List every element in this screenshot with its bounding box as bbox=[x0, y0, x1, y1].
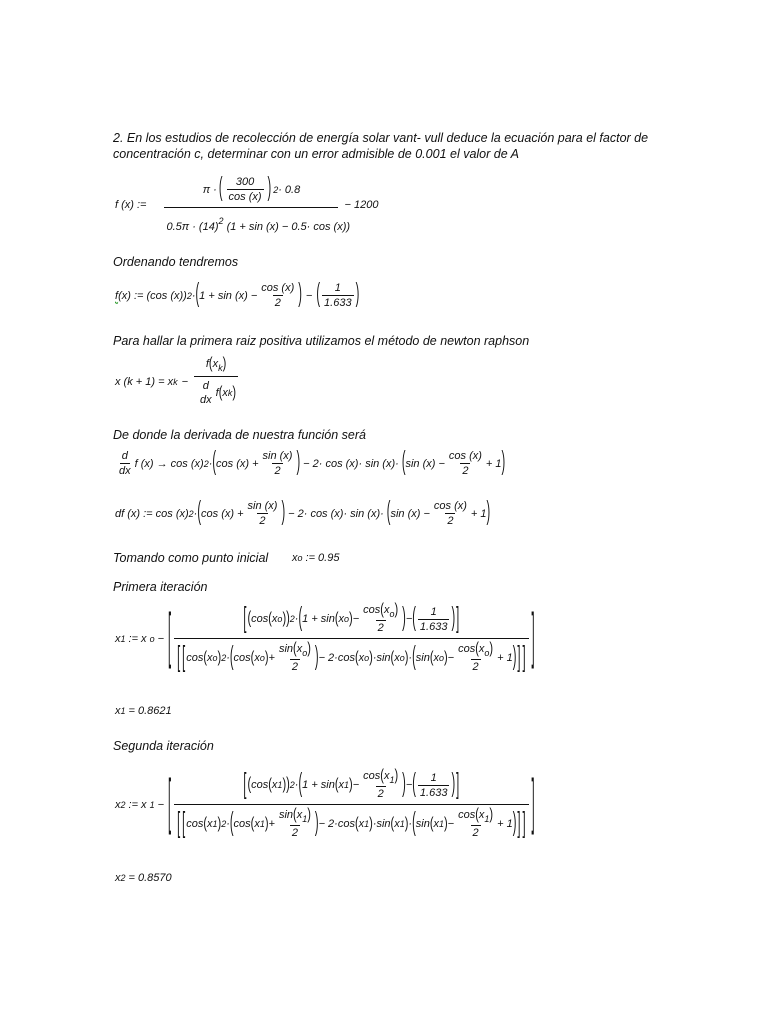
it1-n-sub2: o bbox=[344, 614, 350, 624]
f2-one: 1 bbox=[334, 282, 341, 294]
f2-two: 2 bbox=[274, 297, 281, 309]
f-def-den: 0.5π · (14) bbox=[166, 221, 219, 233]
deriv-plus1: + 1 bbox=[485, 457, 502, 470]
df-definition: df (x) := cos (x) 2 · ( cos (x) + $\frac{\sin (x)}{2}$ ) − 2· cos (x)· sin (x)· ( sin (x) − $\frac{\cos (x)}{2}$ + 1 ) bbox=[115, 497, 491, 527]
it2-n-sub3: 1 bbox=[389, 775, 395, 785]
it1-d-sub4: o bbox=[364, 653, 370, 663]
deriv-exp: 2 bbox=[203, 458, 209, 469]
it1-d-sub5: o bbox=[399, 653, 405, 663]
f-def-fraction: π · ( $\frac{300}{\cos (x)}$ ) 2 · 0.8 $0.5\pi \cdot (14)^2$ (1 + sin (x) − 0.5· cos (x)) bbox=[166, 173, 351, 233]
pi-symbol: π · bbox=[202, 183, 217, 196]
x2-res-val: = 0.8570 bbox=[128, 872, 172, 884]
x0-x: x bbox=[292, 552, 298, 564]
df-cos: cos (x) + bbox=[201, 507, 244, 520]
it1-d-sub2: o bbox=[259, 653, 265, 663]
label-para-hallar: Para hallar la primera raiz positiva utilizamos el método de newton raphson bbox=[113, 334, 530, 348]
df-cos2: cos (x) bbox=[433, 500, 467, 512]
it2-d-sub3: 1 bbox=[302, 814, 308, 824]
df-mid: − 2· cos (x)· sin (x)· bbox=[288, 507, 384, 520]
f-def-tail: − 1200 bbox=[344, 198, 379, 211]
label-tomando: Tomando como punto inicial bbox=[113, 551, 269, 565]
x1-res-val: = 0.8621 bbox=[128, 705, 172, 717]
it1-d-sub1: o bbox=[212, 653, 218, 663]
x0-val: := 0.95 bbox=[305, 552, 340, 564]
it2-lhs-sub: 2 bbox=[120, 799, 126, 810]
df-two: 2 bbox=[259, 515, 266, 527]
deriv-d: d bbox=[121, 450, 128, 462]
f2-cosx: cos (x) bbox=[261, 282, 295, 294]
deriv-dx: dx bbox=[119, 465, 131, 477]
nr-d: d bbox=[202, 380, 209, 392]
problem-number: 2. bbox=[113, 131, 124, 145]
x2-res-sub: 2 bbox=[120, 873, 126, 883]
problem-text: En los estudios de recolección de energía solar vant- vull deduce la ecuación para el factor de concentración c, determinar con un error admisible de 0.001 el valor de A bbox=[113, 131, 649, 161]
iteration-2-formula: x 2 := x 1 − [ [ ( cos ( x 1 ) ) 2 · ( 1 + sin ( x 1 ) − $\frac{\cos(x_1)}{2}$ ) − ( $\frac{1}{1.633}$ ) ] [ [ cos ( x 1 ) 2 · ( cos ( x 1 ) + $\frac{\sin(x_1)}{2}$ ) − 2·cos ( x 1 ) ·sin ( x 1 ) · ( sin ( x 1 ) − $\frac{\cos(x_1)}{2}$ + 1 ) ] ] ] bbox=[115, 767, 535, 840]
f-definition bbox=[115, 173, 379, 233]
nr-lhs: x (k + 1) = x bbox=[115, 376, 174, 388]
it2-d-sub6: 1 bbox=[438, 819, 444, 829]
it2-d-sub1: 1 bbox=[212, 819, 218, 829]
deriv-cos: cos (x) + bbox=[216, 457, 259, 470]
df-exp: 2 bbox=[188, 508, 194, 519]
f2-lhs: f bbox=[115, 289, 119, 302]
derivative-symbolic: $\frac{d}{dx}$ f (x) → cos (x) 2 · ( cos (x) + $\frac{\sin (x)}{2}$ ) − 2· cos (x)· sin (x)· ( sin (x) − $\frac{\cos (x)}{2}$ + 1 ) bbox=[119, 447, 506, 477]
f2-1633: 1.633 bbox=[324, 297, 352, 309]
f-def-cos: cos (x) bbox=[228, 191, 262, 203]
it2-prev-sub: 1 bbox=[149, 799, 155, 810]
deriv-two2: 2 bbox=[462, 465, 469, 477]
nr-f2: f bbox=[215, 387, 219, 399]
it2-n-sub2: 1 bbox=[344, 780, 350, 790]
deriv-two: 2 bbox=[274, 465, 281, 477]
deriv-mid: − 2· cos (x)· sin (x)· bbox=[303, 457, 399, 470]
it2-d-sub4: 1 bbox=[364, 819, 370, 829]
it1-d-sub7: o bbox=[484, 648, 490, 658]
x2-result: x 2 = 0.8570 bbox=[115, 872, 172, 884]
it2-d-sub2: 1 bbox=[259, 819, 265, 829]
deriv-cos2: cos (x) bbox=[448, 450, 482, 462]
f-def-exp: 2 bbox=[273, 184, 279, 195]
f-def-08: · 0.8 bbox=[278, 183, 301, 196]
f-def-300: 300 bbox=[235, 176, 255, 188]
it1-n-sub1: o bbox=[277, 614, 283, 624]
df-lhs: df (x) := cos (x) bbox=[115, 507, 189, 520]
x1-res-sub: 1 bbox=[120, 706, 126, 716]
x1-result: x 1 = 0.8621 bbox=[115, 705, 172, 717]
df-two2: 2 bbox=[447, 515, 454, 527]
deriv-sin: sin (x) bbox=[262, 450, 293, 462]
df-sin: sin (x) bbox=[247, 500, 278, 512]
x0-sub: o bbox=[297, 553, 303, 563]
label-ordenando: Ordenando tendremos bbox=[113, 255, 239, 269]
it2-n-sub1: 1 bbox=[277, 780, 283, 790]
nr-dx: dx bbox=[200, 394, 212, 406]
f-def-lhs: f (x) := bbox=[115, 198, 147, 211]
it1-n-sub3: o bbox=[389, 609, 395, 619]
nr-k: k bbox=[173, 377, 178, 387]
deriv-sin2: sin (x) − bbox=[405, 457, 445, 470]
f2-exp: 2 bbox=[186, 290, 192, 301]
it2-d-sub5: 1 bbox=[399, 819, 405, 829]
x0-definition bbox=[292, 552, 339, 564]
nr-k-sub: k bbox=[218, 363, 223, 373]
it1-d-sub6: o bbox=[438, 653, 444, 663]
deriv-fx: f (x) → cos (x) bbox=[134, 457, 204, 470]
nr-k-sub2: k bbox=[227, 388, 233, 398]
f2-arg: (x) := (cos (x)) bbox=[118, 289, 187, 302]
nr-minus: − bbox=[181, 376, 189, 388]
it2-d-sub7: 1 bbox=[484, 814, 490, 824]
nr-xk2: x bbox=[222, 387, 228, 399]
nr-xk: x bbox=[212, 358, 219, 370]
newton-raphson-formula: x (k + 1) = x k − $f(x_k)$ d dx f ( x k ) bbox=[115, 355, 237, 406]
label-segunda: Segunda iteración bbox=[113, 739, 214, 753]
df-sin2: sin (x) − bbox=[390, 507, 430, 520]
it1-d-sub3: o bbox=[302, 648, 308, 658]
f-def-den-rest: (1 + sin (x) − 0.5· cos (x)) bbox=[226, 221, 351, 233]
it1-prev-sub: o bbox=[149, 633, 155, 644]
f-rearranged: f (x) := (cos (x)) 2 · ( 1 + sin (x) − $\frac{\cos (x)}{2}$ ) − ( $\frac{1}{1.633}$ ) bbox=[115, 279, 360, 309]
f-def-den-exp: 2 bbox=[218, 216, 224, 226]
label-derivada: De donde la derivada de nuestra función será bbox=[113, 428, 366, 442]
iteration-1-formula: x 1 := x o − [ [ ( cos ( x o ) ) 2 · ( 1 + sin ( x o ) − $\frac{\cos(x_o)}{2}$ ) − ( $\frac{1}{1.633}$ ) ] [ [ cos ( x o ) 2 · ( cos ( x o ) + $\frac{\sin(x_o)}{2}$ ) − 2·cos ( x o ) ·sin ( x o ) · ( sin ( x o ) − $\frac{\cos(x_o)}{2}$ + 1 ) ] ] ] bbox=[115, 601, 535, 674]
problem-statement bbox=[113, 130, 673, 162]
df-plus1: + 1 bbox=[470, 507, 487, 520]
it1-lhs-sub: 1 bbox=[120, 633, 126, 644]
label-primera: Primera iteración bbox=[113, 580, 208, 594]
f2-a: 1 + sin (x) − bbox=[199, 289, 258, 302]
nr-f: f bbox=[205, 358, 209, 370]
